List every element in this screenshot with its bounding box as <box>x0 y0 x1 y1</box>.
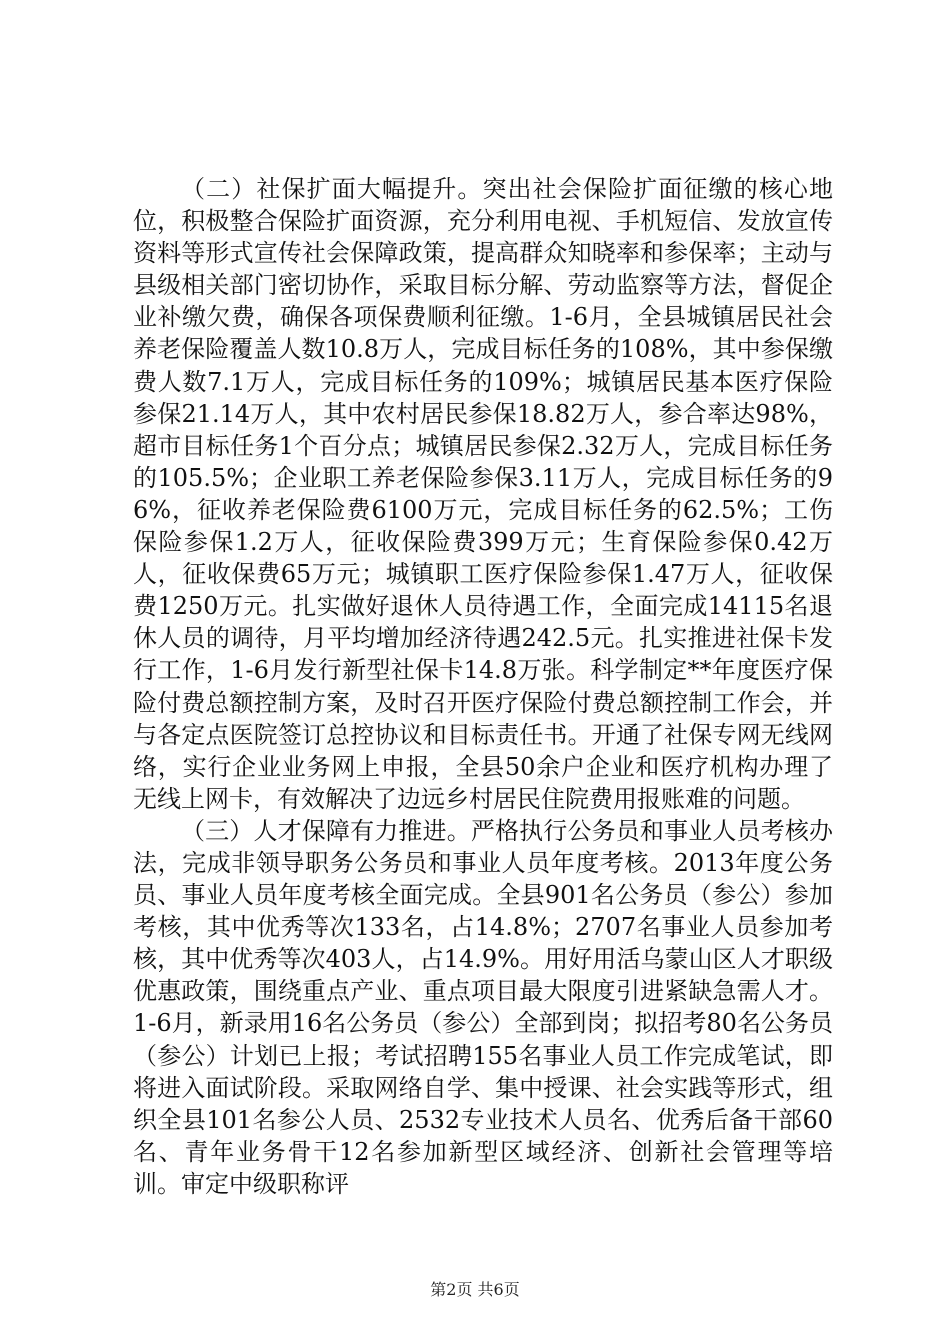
body-text <box>133 173 833 1200</box>
paragraph-talent-security: （三）人才保障有力推进。严格执行公务员和事业人员考核办法，完成非领导职务公务员和事业人员年度考核。2013年度公务员、事业人员年度考核全面完成。全县901名公务员（参公）参加考核，其中优秀等次133名，占14.8%；2707名事业人员参加考核，其中优秀等次403人，占14.9%。用好用活乌蒙山区人才职级优惠政策，围绕重点产业、重点项目最大限度引进紧缺急需人才。1-6月，新录用16名公务员（参公）全部到岗；拟招考80名公务员（参公）计划已上报；考试招聘155名事业人员工作完成笔试，即将进入面试阶段。采取网络自学、集中授课、社会实践等形式，组织全县101名参公人员、2532专业技术人员名、优秀后备干部60名、青年业务骨干12名参加新型区域经济、创新社会管理等培训。审定中级职称评 <box>133 816 833 1198</box>
paragraph-social-security: （二）社保扩面大幅提升。突出社会保险扩面征缴的核心地位，积极整合保险扩面资源，充分利用电视、手机短信、发放宣传资料等形式宣传社会保障政策，提高群众知晓率和参保率；主动与县级相关部门密切协作，采取目标分解、劳动监察等方法，督促企业补缴欠费，确保各项保费顺利征缴。1-6月，全县城镇居民社会养老保险覆盖人数10.8万人，完成目标任务的108%，其中参保缴费人数7.1万人，完成目标任务的109%；城镇居民基本医疗保险参保21.14万人，其中农村居民参保18.82万人，参合率达98%，超市目标任务1个百分点；城镇居民参保2.32万人，完成目标任务的105.5%；企业职工养老保险参保3.11万人，完成目标任务的96%，征收养老保险费6100万元，完成目标任务的62.5%；工伤保险参保1.2万人，征收保险费399万元；生育保险参保0.42万人，征收保费65万元；城镇职工医疗保险参保1.47万人，征收保费1250万元。扎实做好退休人员待遇工作，全面完成14115名退休人员的调待，月平均增加经济待遇242.5元。扎实推进社保卡发行工作，1-6月发行新型社保卡14.8万张。科学制定**年度医疗保险付费总额控制方案，及时召开医疗保险付费总额控制工作会，并与各定点医院签订总控协议和目标责任书。开通了社保专网无线网络，实行企业业务网上申报，全县50余户企业和医疗机构办理了无线上网卡，有效解决了边远乡村居民住院费用报账难的问题。 <box>133 175 833 813</box>
page-footer: 第2页 共6页 <box>430 1280 520 1299</box>
